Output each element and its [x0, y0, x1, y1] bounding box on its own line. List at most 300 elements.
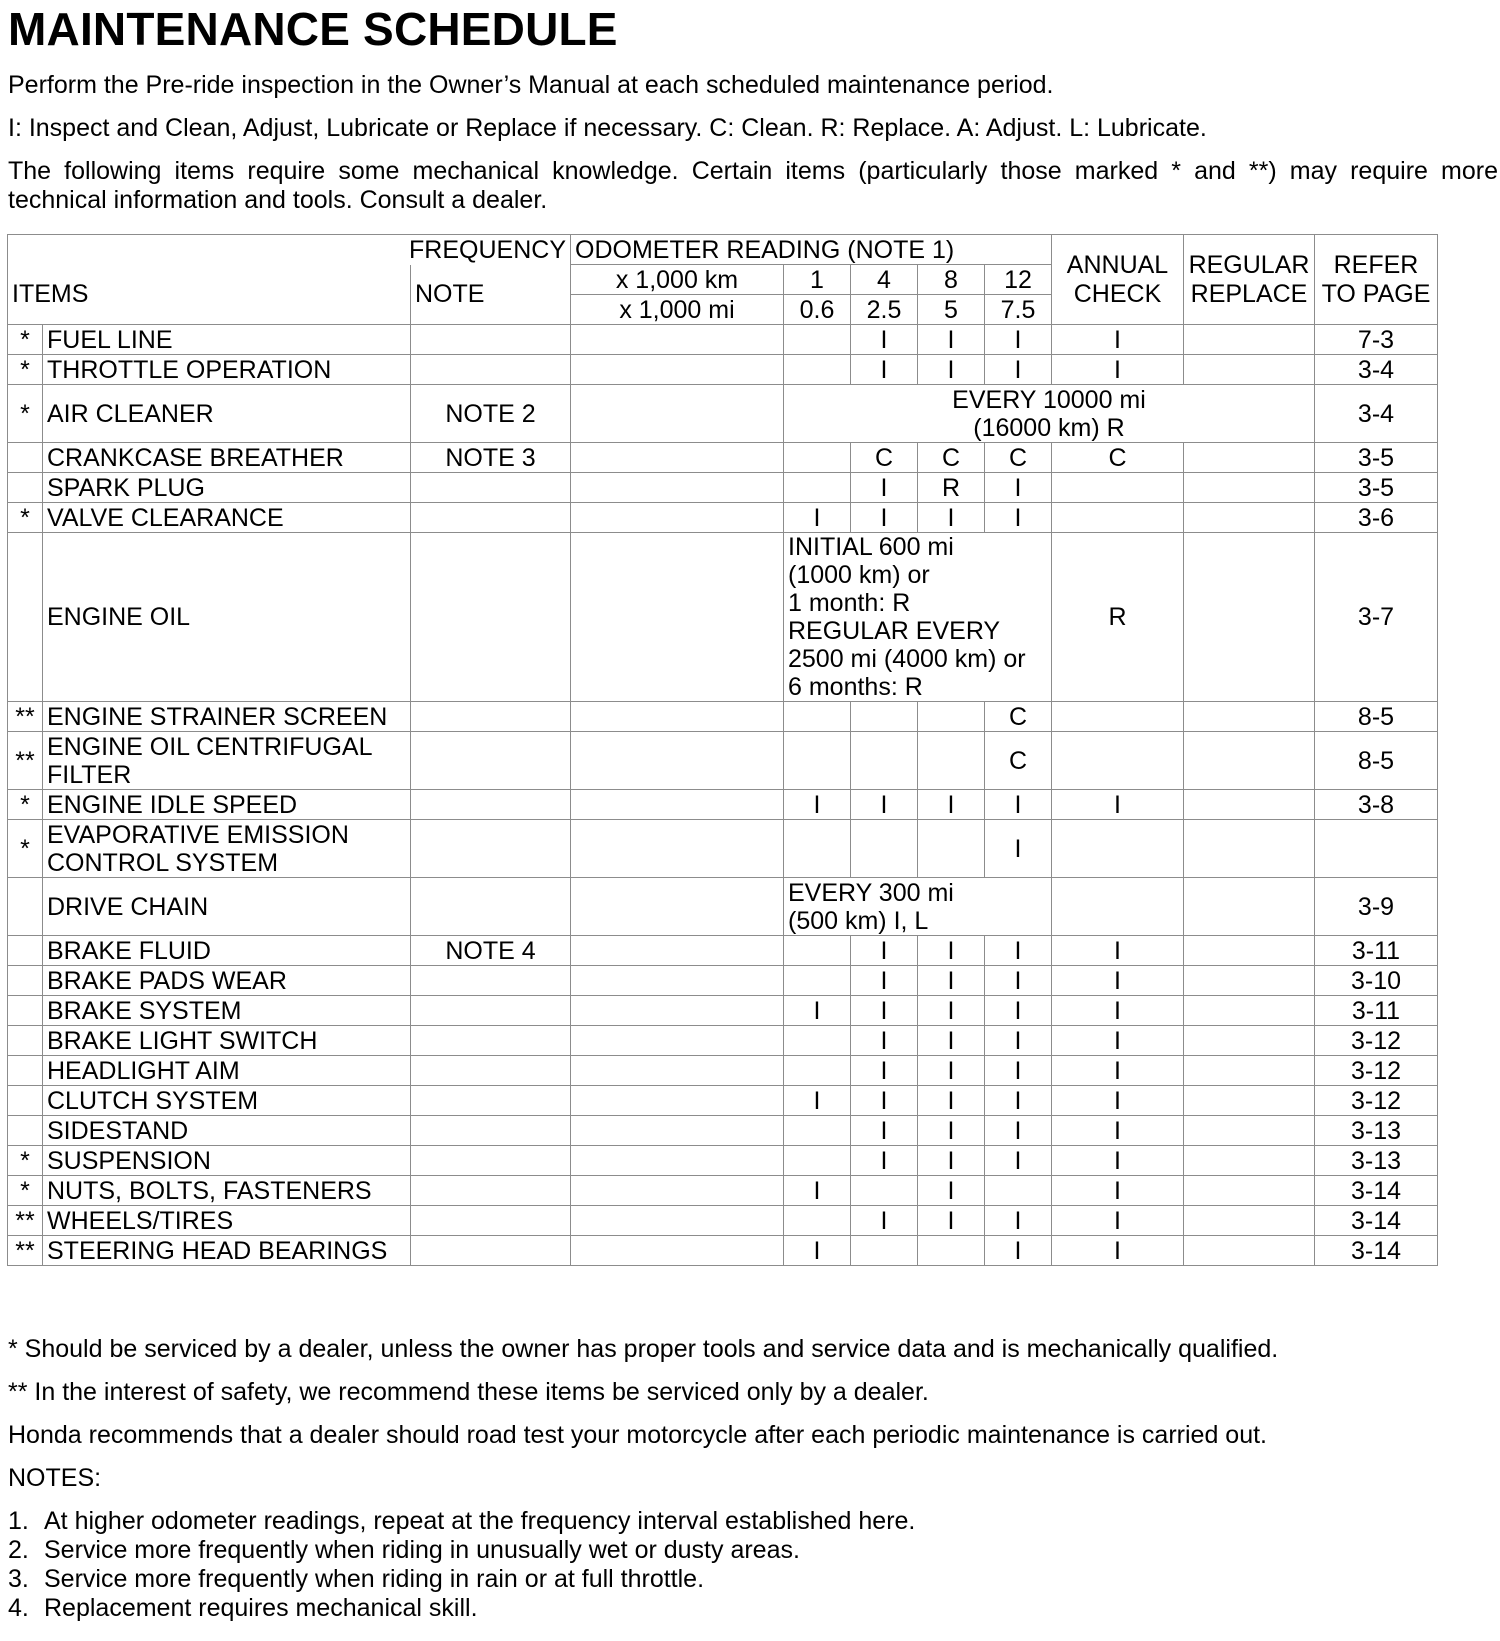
item-name: BRAKE SYSTEM	[43, 996, 411, 1026]
service-mark: *	[8, 385, 43, 443]
header-refer-to-page-line1: REFER	[1333, 250, 1419, 279]
table-row	[8, 1146, 1438, 1176]
note-number: 3.	[8, 1565, 29, 1593]
annual-check-value: I	[1052, 966, 1184, 996]
refer-page: 3-11	[1315, 996, 1438, 1026]
odometer-label-cell	[571, 1026, 784, 1056]
annual-check-value	[1052, 503, 1184, 533]
odometer-label-cell	[571, 385, 784, 443]
interval-mark: I	[985, 1086, 1052, 1116]
refer-page: 3-5	[1315, 473, 1438, 503]
interval-text-line: 1 month: R	[788, 589, 911, 617]
header-mi-5: 5	[918, 295, 985, 325]
regular-replace-value	[1184, 702, 1315, 732]
header-annual-check-line1: ANNUAL	[1066, 250, 1169, 279]
regular-replace-value	[1184, 996, 1315, 1026]
note-number: 4.	[8, 1594, 29, 1622]
header-km-8: 8	[918, 265, 985, 295]
refer-page: 8-5	[1315, 732, 1438, 790]
item-name: SUSPENSION	[43, 1146, 411, 1176]
interval-mark: C	[851, 443, 918, 473]
service-mark: **	[8, 732, 43, 790]
interval-text	[784, 385, 1315, 443]
regular-replace-value	[1184, 732, 1315, 790]
annual-check-value: I	[1052, 790, 1184, 820]
item-name: BRAKE LIGHT SWITCH	[43, 1026, 411, 1056]
interval-mark: I	[851, 966, 918, 996]
interval-mark: I	[985, 1146, 1052, 1176]
odometer-label-cell	[571, 702, 784, 732]
interval-mark: I	[851, 790, 918, 820]
footnote-single-star: * Should be serviced by a dealer, unless the owner has proper tools and service data and is mechanically qualified.	[8, 1335, 1279, 1363]
interval-mark	[784, 1146, 851, 1176]
header-regular-replace	[1184, 235, 1315, 325]
interval-mark: I	[784, 1236, 851, 1266]
interval-mark: I	[784, 503, 851, 533]
table-row	[8, 1206, 1438, 1236]
item-note	[411, 533, 571, 702]
service-mark: *	[8, 1176, 43, 1206]
interval-mark: I	[918, 325, 985, 355]
header-annual-check	[1052, 235, 1184, 325]
interval-text	[784, 533, 1052, 702]
note-number: 1.	[8, 1507, 29, 1535]
interval-mark	[918, 1236, 985, 1266]
road-test-note: Honda recommends that a dealer should road test your motorcycle after each periodic maintenance is carried out.	[8, 1421, 1267, 1449]
header-mi-0-6: 0.6	[784, 295, 851, 325]
odometer-label-cell	[571, 473, 784, 503]
regular-replace-value	[1184, 325, 1315, 355]
item-note: NOTE 3	[411, 443, 571, 473]
interval-mark: I	[918, 1146, 985, 1176]
item-note	[411, 966, 571, 996]
item-name: VALVE CLEARANCE	[43, 503, 411, 533]
odometer-label-cell	[571, 966, 784, 996]
interval-mark: I	[851, 355, 918, 385]
item-name: CRANKCASE BREATHER	[43, 443, 411, 473]
item-name: STEERING HEAD BEARINGS	[43, 1236, 411, 1266]
item-note	[411, 1056, 571, 1086]
table-row	[8, 443, 1438, 473]
annual-check-value	[1052, 878, 1184, 936]
item-name: EVAPORATIVE EMISSION CONTROL SYSTEM	[43, 820, 411, 878]
interval-mark	[851, 702, 918, 732]
refer-page: 3-10	[1315, 966, 1438, 996]
interval-text-line: (1000 km) or	[788, 561, 930, 589]
interval-mark	[784, 702, 851, 732]
refer-page: 3-8	[1315, 790, 1438, 820]
interval-mark	[784, 1026, 851, 1056]
notes-list	[8, 1507, 915, 1623]
table-row	[8, 878, 1438, 936]
odometer-label-cell	[571, 1236, 784, 1266]
service-mark	[8, 1026, 43, 1056]
service-mark: **	[8, 702, 43, 732]
item-name: ENGINE OIL CENTRIFUGAL FILTER	[43, 732, 411, 790]
header-regular-replace-line2: REPLACE	[1190, 279, 1308, 308]
regular-replace-value	[1184, 966, 1315, 996]
item-name: THROTTLE OPERATION	[43, 355, 411, 385]
refer-page: 3-4	[1315, 355, 1438, 385]
item-note	[411, 996, 571, 1026]
annual-check-value: I	[1052, 1116, 1184, 1146]
interval-mark: I	[784, 790, 851, 820]
interval-mark: I	[918, 503, 985, 533]
annual-check-value: I	[1052, 1056, 1184, 1086]
regular-replace-value	[1184, 1146, 1315, 1176]
header-mi-label: x 1,000 mi	[571, 295, 784, 325]
interval-mark: I	[985, 355, 1052, 385]
service-mark: *	[8, 1146, 43, 1176]
table-header	[8, 235, 1438, 325]
regular-replace-value	[1184, 1026, 1315, 1056]
interval-mark: I	[851, 1086, 918, 1116]
interval-mark: I	[851, 325, 918, 355]
odometer-label-cell	[571, 355, 784, 385]
item-name: ENGINE STRAINER SCREEN	[43, 702, 411, 732]
interval-mark: I	[985, 1236, 1052, 1266]
annual-check-value: I	[1052, 1146, 1184, 1176]
annual-check-value: R	[1052, 533, 1184, 702]
interval-text-line: 2500 mi (4000 km) or	[788, 645, 1026, 673]
item-note	[411, 355, 571, 385]
interval-mark: I	[851, 1116, 918, 1146]
item-name: NUTS, BOLTS, FASTENERS	[43, 1176, 411, 1206]
interval-text-line: EVERY 300 mi	[788, 878, 954, 907]
table-row	[8, 533, 1438, 702]
note-text: At higher odometer readings, repeat at the frequency interval established here.	[44, 1507, 916, 1535]
interval-text-line: (500 km) I, L	[788, 906, 929, 935]
refer-page: 3-9	[1315, 878, 1438, 936]
service-mark	[8, 533, 43, 702]
item-name: FUEL LINE	[43, 325, 411, 355]
interval-mark	[985, 1176, 1052, 1206]
item-name: HEADLIGHT AIM	[43, 1056, 411, 1086]
interval-text-line: 6 months: R	[788, 673, 923, 701]
note-item	[8, 1594, 915, 1623]
item-name: BRAKE PADS WEAR	[43, 966, 411, 996]
annual-check-value: I	[1052, 325, 1184, 355]
interval-mark: I	[985, 325, 1052, 355]
note-text: Service more frequently when riding in unusually wet or dusty areas.	[44, 1536, 800, 1564]
service-mark: *	[8, 503, 43, 533]
item-note	[411, 702, 571, 732]
header-odometer: ODOMETER READING (NOTE 1)	[571, 235, 1052, 265]
interval-mark	[784, 1116, 851, 1146]
header-refer-to-page	[1315, 235, 1438, 325]
odometer-label-cell	[571, 533, 784, 702]
regular-replace-value	[1184, 1116, 1315, 1146]
item-name: BRAKE FLUID	[43, 936, 411, 966]
regular-replace-value	[1184, 1206, 1315, 1236]
interval-mark: I	[918, 1086, 985, 1116]
service-mark	[8, 473, 43, 503]
service-mark	[8, 996, 43, 1026]
table-row	[8, 966, 1438, 996]
annual-check-value	[1052, 702, 1184, 732]
header-mi-7-5: 7.5	[985, 295, 1052, 325]
header-refer-to-page-line2: TO PAGE	[1321, 279, 1431, 308]
item-name: DRIVE CHAIN	[43, 878, 411, 936]
item-note: NOTE 4	[411, 936, 571, 966]
refer-page: 3-12	[1315, 1026, 1438, 1056]
header-frequency: FREQUENCY	[8, 235, 571, 265]
interval-mark: I	[985, 503, 1052, 533]
interval-mark: I	[784, 1176, 851, 1206]
table-row	[8, 355, 1438, 385]
item-note	[411, 1206, 571, 1236]
interval-mark: I	[851, 1146, 918, 1176]
interval-mark	[851, 820, 918, 878]
interval-mark	[784, 473, 851, 503]
regular-replace-value	[1184, 936, 1315, 966]
maintenance-table	[7, 234, 1438, 1266]
table-row	[8, 1236, 1438, 1266]
odometer-label-cell	[571, 820, 784, 878]
page-title: MAINTENANCE SCHEDULE	[8, 3, 618, 55]
interval-mark: I	[918, 1116, 985, 1146]
regular-replace-value	[1184, 533, 1315, 702]
annual-check-value	[1052, 732, 1184, 790]
interval-mark	[784, 355, 851, 385]
regular-replace-value	[1184, 878, 1315, 936]
notes-heading: NOTES:	[8, 1464, 102, 1492]
service-mark: *	[8, 790, 43, 820]
interval-mark: I	[851, 503, 918, 533]
header-annual-check-line2: CHECK	[1073, 279, 1162, 308]
item-note	[411, 1026, 571, 1056]
table-row	[8, 936, 1438, 966]
interval-mark: R	[918, 473, 985, 503]
odometer-label-cell	[571, 1206, 784, 1236]
header-km-label: x 1,000 km	[571, 265, 784, 295]
odometer-label-cell	[571, 1116, 784, 1146]
interval-mark: I	[784, 996, 851, 1026]
service-mark: *	[8, 355, 43, 385]
interval-mark: I	[851, 996, 918, 1026]
interval-mark: I	[918, 355, 985, 385]
footnote-double-star: ** In the interest of safety, we recommend these items be serviced only by a dealer.	[8, 1378, 929, 1406]
annual-check-value: I	[1052, 996, 1184, 1026]
interval-mark	[784, 325, 851, 355]
service-mark: *	[8, 820, 43, 878]
header-mi-2-5: 2.5	[851, 295, 918, 325]
item-name: CLUTCH SYSTEM	[43, 1086, 411, 1116]
table-row	[8, 1056, 1438, 1086]
item-name: WHEELS/TIRES	[43, 1206, 411, 1236]
table-row	[8, 1116, 1438, 1146]
interval-text-line: EVERY 10000 mi	[952, 385, 1146, 414]
header-items: ITEMS	[8, 265, 411, 325]
interval-mark: I	[918, 1206, 985, 1236]
annual-check-value: I	[1052, 1026, 1184, 1056]
refer-page: 3-7	[1315, 533, 1438, 702]
table-row	[8, 996, 1438, 1026]
regular-replace-value	[1184, 1086, 1315, 1116]
interval-mark: I	[851, 1026, 918, 1056]
odometer-label-cell	[571, 1146, 784, 1176]
interval-mark	[784, 820, 851, 878]
interval-mark: I	[985, 966, 1052, 996]
refer-page: 3-11	[1315, 936, 1438, 966]
refer-page: 3-14	[1315, 1206, 1438, 1236]
annual-check-value: I	[1052, 936, 1184, 966]
note-text: Replacement requires mechanical skill.	[44, 1594, 478, 1622]
refer-page: 3-14	[1315, 1176, 1438, 1206]
interval-mark: I	[985, 1056, 1052, 1086]
interval-mark	[918, 820, 985, 878]
item-note	[411, 878, 571, 936]
odometer-label-cell	[571, 996, 784, 1026]
annual-check-value	[1052, 473, 1184, 503]
item-note	[411, 1146, 571, 1176]
annual-check-value: I	[1052, 1086, 1184, 1116]
service-mark: **	[8, 1236, 43, 1266]
table-row	[8, 385, 1438, 443]
interval-mark: C	[985, 443, 1052, 473]
interval-mark: I	[851, 1206, 918, 1236]
interval-mark	[851, 1176, 918, 1206]
service-mark	[8, 1116, 43, 1146]
table-row	[8, 325, 1438, 355]
item-note	[411, 732, 571, 790]
table-row	[8, 790, 1438, 820]
regular-replace-value	[1184, 503, 1315, 533]
table-row	[8, 1026, 1438, 1056]
regular-replace-value	[1184, 1236, 1315, 1266]
item-note	[411, 473, 571, 503]
odometer-label-cell	[571, 732, 784, 790]
regular-replace-value	[1184, 1176, 1315, 1206]
interval-text-line: REGULAR EVERY	[788, 617, 1001, 645]
note-item	[8, 1507, 915, 1536]
refer-page: 3-6	[1315, 503, 1438, 533]
interval-mark	[918, 732, 985, 790]
interval-mark: I	[985, 820, 1052, 878]
refer-page: 3-12	[1315, 1086, 1438, 1116]
interval-mark	[784, 732, 851, 790]
regular-replace-value	[1184, 820, 1315, 878]
interval-mark	[851, 732, 918, 790]
table-row	[8, 1176, 1438, 1206]
item-note: NOTE 2	[411, 385, 571, 443]
annual-check-value: I	[1052, 355, 1184, 385]
item-name: SIDESTAND	[43, 1116, 411, 1146]
item-note	[411, 1236, 571, 1266]
table-row	[8, 820, 1438, 878]
note-text: Service more frequently when riding in rain or at full throttle.	[44, 1565, 705, 1593]
intro-paragraph-3: The following items require some mechanical knowledge. Certain items (particularly those marked * and **) may require more technical information and tools. Consult a dealer.	[8, 157, 1498, 214]
interval-mark: I	[918, 1026, 985, 1056]
odometer-label-cell	[571, 936, 784, 966]
item-note	[411, 1086, 571, 1116]
interval-mark: C	[985, 702, 1052, 732]
refer-page: 8-5	[1315, 702, 1438, 732]
item-name: AIR CLEANER	[43, 385, 411, 443]
interval-mark: I	[985, 473, 1052, 503]
interval-mark: I	[985, 1116, 1052, 1146]
service-mark	[8, 443, 43, 473]
item-name: ENGINE IDLE SPEED	[43, 790, 411, 820]
interval-mark: I	[985, 1206, 1052, 1236]
odometer-label-cell	[571, 1176, 784, 1206]
item-note	[411, 503, 571, 533]
service-mark	[8, 878, 43, 936]
annual-check-value	[1052, 820, 1184, 878]
odometer-label-cell	[571, 1056, 784, 1086]
regular-replace-value	[1184, 1056, 1315, 1086]
interval-mark: I	[985, 790, 1052, 820]
interval-text	[784, 878, 1052, 936]
item-note	[411, 325, 571, 355]
interval-mark	[784, 1056, 851, 1086]
odometer-label-cell	[571, 1086, 784, 1116]
refer-page: 3-14	[1315, 1236, 1438, 1266]
table-row	[8, 702, 1438, 732]
refer-page: 3-12	[1315, 1056, 1438, 1086]
interval-text-line: (16000 km) R	[973, 413, 1125, 442]
header-regular-replace-line1: REGULAR	[1188, 250, 1310, 279]
service-mark	[8, 1056, 43, 1086]
table-row	[8, 1086, 1438, 1116]
odometer-label-cell	[571, 878, 784, 936]
intro-paragraph-2: I: Inspect and Clean, Adjust, Lubricate or Replace if necessary. C: Clean. R: Replace. A: Adjust. L: Lubricate.	[8, 114, 1207, 142]
service-mark: *	[8, 325, 43, 355]
item-name: ENGINE OIL	[43, 533, 411, 702]
interval-mark: C	[918, 443, 985, 473]
interval-mark	[784, 936, 851, 966]
annual-check-value: I	[1052, 1236, 1184, 1266]
interval-mark: I	[851, 936, 918, 966]
interval-mark: C	[985, 732, 1052, 790]
interval-mark: I	[985, 1026, 1052, 1056]
interval-mark: I	[851, 1056, 918, 1086]
interval-mark	[784, 966, 851, 996]
header-km-1: 1	[784, 265, 851, 295]
service-mark	[8, 936, 43, 966]
refer-page: 3-5	[1315, 443, 1438, 473]
annual-check-value: I	[1052, 1176, 1184, 1206]
header-note: NOTE	[411, 265, 571, 325]
interval-mark: I	[918, 1056, 985, 1086]
annual-check-value: C	[1052, 443, 1184, 473]
service-mark	[8, 1086, 43, 1116]
regular-replace-value	[1184, 443, 1315, 473]
service-mark	[8, 966, 43, 996]
refer-page: 3-13	[1315, 1116, 1438, 1146]
interval-mark	[784, 1206, 851, 1236]
interval-mark: I	[918, 936, 985, 966]
item-note	[411, 790, 571, 820]
refer-page: 7-3	[1315, 325, 1438, 355]
regular-replace-value	[1184, 355, 1315, 385]
interval-mark	[784, 443, 851, 473]
interval-mark: I	[851, 473, 918, 503]
table-row	[8, 503, 1438, 533]
interval-mark	[918, 702, 985, 732]
interval-mark: I	[918, 1176, 985, 1206]
interval-mark: I	[985, 936, 1052, 966]
item-name: SPARK PLUG	[43, 473, 411, 503]
refer-page	[1315, 820, 1438, 878]
table-row	[8, 473, 1438, 503]
interval-mark: I	[918, 790, 985, 820]
interval-mark: I	[784, 1086, 851, 1116]
refer-page: 3-13	[1315, 1146, 1438, 1176]
odometer-label-cell	[571, 790, 784, 820]
interval-mark: I	[985, 996, 1052, 1026]
note-item	[8, 1536, 915, 1565]
